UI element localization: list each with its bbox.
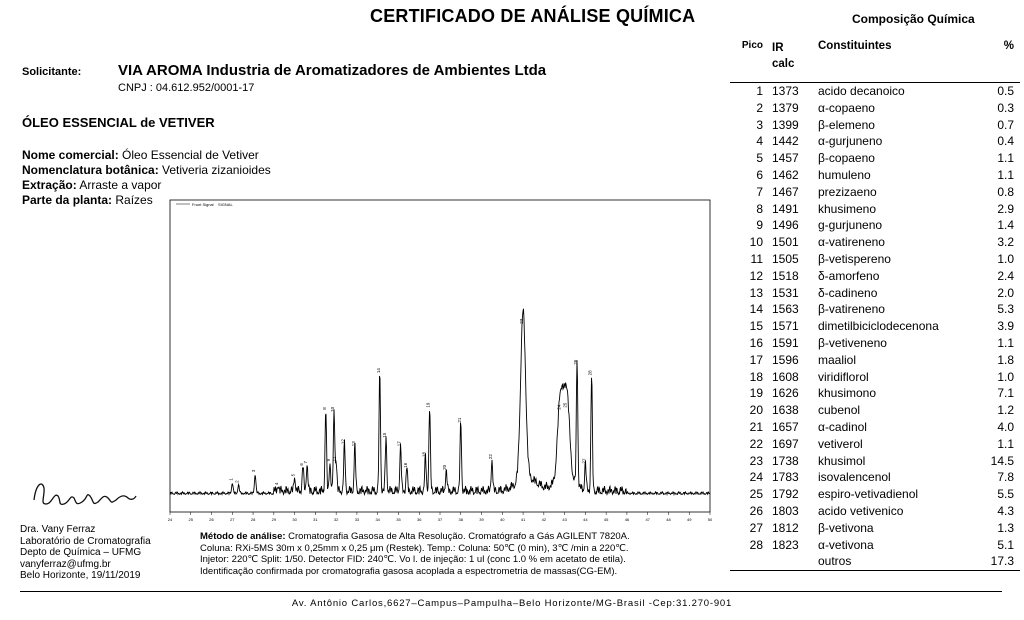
cell-ir: 1496 xyxy=(772,218,799,233)
x-tick-label: 36 xyxy=(417,517,422,522)
cell-pico: 28 xyxy=(749,537,763,552)
cell-percent: 2.9 xyxy=(997,201,1014,216)
info-row-extraction xyxy=(22,178,271,193)
cell-constituent: viridiflorol xyxy=(818,369,869,384)
x-tick-label: 49 xyxy=(687,517,692,522)
peak-label: 1 xyxy=(228,478,234,481)
col-header-constituents: Constituintes xyxy=(818,40,892,52)
peak-label: 12 xyxy=(340,439,346,445)
peak-label: 15 xyxy=(382,432,387,438)
x-tick-label: 30 xyxy=(292,517,297,522)
cell-ir: 1563 xyxy=(772,302,799,317)
cell-percent: 0.4 xyxy=(997,134,1014,149)
method-line-1: Cromatografia Gasosa de Alta Resolução. Cromatógrafo a Gás AGILENT 7820A. xyxy=(285,531,630,542)
info-label: Parte da planta: xyxy=(22,193,113,207)
client-name: VIA AROMA Industria de Aromatizadores de Ambientes Ltda xyxy=(118,62,547,79)
cell-ir: 1491 xyxy=(772,201,799,216)
cell-percent: 0.5 xyxy=(997,84,1014,98)
cell-percent: 5.1 xyxy=(997,537,1014,552)
peak-label: 28 xyxy=(587,370,593,376)
cell-pico: 21 xyxy=(749,419,763,434)
cell-ir: 1531 xyxy=(772,285,799,300)
cell-pico: 5 xyxy=(756,151,763,166)
cell-percent: 1.3 xyxy=(997,520,1014,535)
cell-ir: 1591 xyxy=(772,335,799,350)
cell-ir: 1608 xyxy=(772,369,799,384)
cell-percent: 5.5 xyxy=(997,487,1014,502)
cell-ir: 1803 xyxy=(772,503,799,518)
peak-label: 8 xyxy=(321,407,327,410)
x-tick-label: 28 xyxy=(250,517,256,522)
cell-constituent: khusimono xyxy=(818,386,877,401)
peak-label: 3 xyxy=(251,469,257,473)
composition-title: Composição Química xyxy=(852,12,975,26)
footer-address: Av. Antônio Carlos,6627–Campus–Pampulha–Belo Horizonte/MG-Brasil -Cep:31.270-901 xyxy=(291,598,733,609)
cell-pico: 7 xyxy=(756,184,763,199)
table-row xyxy=(730,301,1020,318)
table-row xyxy=(730,486,1020,503)
x-tick-label: 41 xyxy=(520,517,526,522)
peak-label: 23 xyxy=(519,318,525,324)
cell-ir: 1462 xyxy=(772,167,799,182)
cell-constituent: α-vatireneno xyxy=(818,235,885,250)
cell-constituent: vetiverol xyxy=(818,436,863,451)
cell-constituent: α-cadinol xyxy=(818,419,867,434)
table-row xyxy=(730,83,1020,100)
legend-entry-front: Front Signal xyxy=(192,202,214,207)
cell-ir: 1626 xyxy=(772,386,799,401)
table-row xyxy=(730,150,1020,167)
legend-entry-signal: SIGNAL xyxy=(218,202,233,207)
table-row xyxy=(730,537,1020,554)
cell-percent: 14.5 xyxy=(990,453,1014,468)
peak-label: 5 xyxy=(290,473,296,477)
cell-pico: 25 xyxy=(749,487,763,502)
signatory-dept: Depto de Química – UFMG xyxy=(20,547,142,558)
cell-pico: 3 xyxy=(756,117,763,132)
cell-percent: 0.7 xyxy=(997,117,1014,132)
cell-percent: 2.0 xyxy=(997,285,1014,300)
cell-ir: 1379 xyxy=(772,100,799,115)
cell-constituent: β-copaeno xyxy=(818,151,875,166)
cell-pico: 8 xyxy=(756,201,763,216)
plot-frame xyxy=(170,200,710,512)
cell-ir: 1467 xyxy=(772,184,799,199)
x-tick-label: 35 xyxy=(396,517,401,522)
cell-ir: 1657 xyxy=(772,419,799,434)
cell-pico: 20 xyxy=(749,403,763,418)
x-tick-label: 42 xyxy=(541,517,547,522)
table-row xyxy=(730,285,1020,302)
cell-constituent: β-vetiveneno xyxy=(818,335,887,350)
x-tick-label: 37 xyxy=(437,517,443,522)
peak-label: 22 xyxy=(487,454,493,460)
certificate-title: CERTIFICADO DE ANÁLISE QUÍMICA xyxy=(370,6,696,26)
cell-constituent: humuleno xyxy=(818,167,871,182)
cell-percent: 1.1 xyxy=(997,335,1014,350)
cell-pico: 18 xyxy=(749,369,763,384)
cell-percent: 4.3 xyxy=(997,503,1014,518)
peak-label: 21 xyxy=(456,417,462,423)
cell-percent: 1.1 xyxy=(997,151,1014,166)
cell-constituent: isovalencenol xyxy=(818,470,891,485)
cell-ir: 1783 xyxy=(772,470,799,485)
table-row xyxy=(730,201,1020,218)
table-row xyxy=(730,520,1020,537)
x-tick-label: 46 xyxy=(624,517,630,522)
x-tick-label: 29 xyxy=(271,517,277,522)
method-label: Método de análise: xyxy=(200,531,286,542)
table-row-others xyxy=(730,553,1020,570)
chromatogram-trace xyxy=(170,309,710,495)
x-tick-label: 39 xyxy=(479,517,484,522)
cell-pico: 13 xyxy=(749,285,763,300)
table-header-row xyxy=(730,40,1020,83)
cell-pico: 15 xyxy=(749,319,763,334)
cell-constituent: khusimeno xyxy=(818,201,877,216)
table-row xyxy=(730,419,1020,436)
cell-constituent: α-copaeno xyxy=(818,100,875,115)
client-label: Solicitante: xyxy=(22,66,82,78)
cell-pico: 11 xyxy=(750,251,763,266)
cell-ir: 1518 xyxy=(772,268,799,283)
info-label: Extração: xyxy=(22,178,77,192)
cell-percent: 7.8 xyxy=(997,470,1014,485)
cell-ir: 1697 xyxy=(772,436,799,451)
peak-label: 17 xyxy=(396,441,402,447)
table-row xyxy=(730,251,1020,268)
cell-pico: 14 xyxy=(749,302,763,317)
cell-percent: 7.1 xyxy=(997,386,1014,401)
cell-constituent: α-gurjuneno xyxy=(818,134,883,149)
cell-percent: 0.3 xyxy=(997,100,1014,115)
x-tick-label: 31 xyxy=(313,517,318,522)
x-tick-label: 45 xyxy=(603,517,609,522)
cell-ir: 1738 xyxy=(772,453,799,468)
signatory-email: vanyferraz@ufmg.br xyxy=(20,558,111,570)
cell-pico: 19 xyxy=(749,386,763,401)
cell-ir: 1638 xyxy=(772,403,799,418)
composition-table xyxy=(730,40,1020,571)
x-tick-label: 34 xyxy=(375,517,380,522)
peak-label: 26 xyxy=(573,359,579,365)
cell-percent: 1.0 xyxy=(997,251,1014,266)
cell-percent: 3.2 xyxy=(997,235,1014,250)
cell-ir: 1505 xyxy=(772,251,799,266)
peak-label: 4 xyxy=(274,482,279,485)
cell-ir: 1823 xyxy=(772,537,799,552)
table-row xyxy=(730,133,1020,150)
peak-label: 7 xyxy=(303,460,309,464)
cell-percent: 0.8 xyxy=(997,184,1014,199)
cell-pico: 10 xyxy=(749,235,763,250)
x-tick-label: 50 xyxy=(707,517,713,522)
cell-percent: 5.3 xyxy=(997,302,1014,317)
cell-percent: 4.0 xyxy=(997,419,1014,434)
cell-pico-empty xyxy=(730,553,769,570)
peak-label: 9 xyxy=(325,458,331,462)
col-header-ir xyxy=(769,40,815,83)
cell-pico: 22 xyxy=(749,436,763,451)
peak-label: 6 xyxy=(298,463,304,466)
cell-ir: 1501 xyxy=(772,235,799,250)
col-header-ir-line1: IR xyxy=(772,42,784,54)
cell-constituent: δ-amorfeno xyxy=(818,268,880,283)
client-cnpj: CNPJ : 04.612.952/0001-17 xyxy=(118,82,255,94)
cell-pico: 12 xyxy=(749,268,763,283)
cell-constituent: acido vetivenico xyxy=(818,503,904,518)
info-value: Arraste a vapor xyxy=(76,178,162,192)
cell-constituent: β-vetivona xyxy=(818,520,874,535)
cell-ir: 1792 xyxy=(772,487,799,502)
cell-pico: 4 xyxy=(756,134,763,149)
table-row xyxy=(730,234,1020,251)
table-row xyxy=(730,503,1020,520)
cell-percent: 1.8 xyxy=(997,352,1014,367)
peak-label: 20 xyxy=(442,464,448,470)
cell-ir: 1442 xyxy=(772,134,799,149)
cell-percent: 2.4 xyxy=(997,268,1014,283)
info-row-botanical-name xyxy=(22,163,271,178)
cell-ir: 1812 xyxy=(772,520,799,535)
peak-label: 11 xyxy=(332,456,338,462)
cell-ir: 1373 xyxy=(772,84,799,98)
signature-image xyxy=(30,474,140,514)
cell-pico: 17 xyxy=(749,352,763,367)
info-label: Nome comercial: xyxy=(22,148,119,162)
peak-label: 18 xyxy=(421,452,427,458)
col-header-ir-line2: calc xyxy=(772,58,795,70)
peak-label: 13 xyxy=(350,441,356,447)
table-row xyxy=(730,453,1020,470)
peak-label: 14 xyxy=(375,368,381,374)
table-row xyxy=(730,117,1020,134)
signatory-lab: Laboratório de Cromatografia xyxy=(20,535,151,547)
cell-pico: 27 xyxy=(749,520,763,535)
table-row xyxy=(730,268,1020,285)
table-row xyxy=(730,436,1020,453)
cell-ir: 1457 xyxy=(772,151,799,166)
peak-label: 24 xyxy=(556,404,562,410)
cell-ir: 1399 xyxy=(772,117,799,132)
cell-ir-empty xyxy=(769,553,815,570)
method-line-4: Identificação confirmada por cromatografia gasosa acoplada a espectrometria de massas(CG-EM). xyxy=(200,565,618,577)
info-label: Nomenclatura botânica: xyxy=(22,163,159,177)
peak-label: 19 xyxy=(425,402,431,408)
x-tick-label: 25 xyxy=(188,517,193,522)
cell-constituent: prezizaeno xyxy=(818,184,877,199)
cell-constituent: dimetilbiciclodecenona xyxy=(818,319,939,334)
table-row xyxy=(730,402,1020,419)
x-tick-label: 38 xyxy=(458,517,463,522)
cell-constituent: acido decanoico xyxy=(818,84,905,98)
footer-divider xyxy=(20,591,1002,592)
table-row xyxy=(730,469,1020,486)
cell-pico: 9 xyxy=(756,218,763,233)
method-line-2: Coluna: RXi-5MS 30m x 0,25mm x 0,25 μm (Restek). Temp.: Coluna: 50℃ (0 min), 3℃ /min a 220℃. xyxy=(200,542,629,554)
x-tick-label: 33 xyxy=(354,517,360,522)
info-value: Óleo Essencial de Vetiver xyxy=(118,148,259,162)
method-block xyxy=(200,531,720,577)
cell-ir: 1571 xyxy=(772,319,799,334)
cell-constituent: khusimol xyxy=(818,453,866,468)
table-row xyxy=(730,335,1020,352)
cell-constituent: β-vetispereno xyxy=(818,251,891,266)
x-tick-label: 47 xyxy=(645,517,650,522)
cell-percent: 1.1 xyxy=(997,436,1014,451)
product-title: ÓLEO ESSENCIAL de VETIVER xyxy=(22,115,215,130)
cell-others-label: outros xyxy=(815,553,971,570)
cell-others-percent: 17.3 xyxy=(971,553,1020,570)
table-row xyxy=(730,100,1020,117)
peak-label: 2 xyxy=(234,480,240,483)
cell-constituent: δ-cadineno xyxy=(818,285,878,300)
cell-percent: 3.9 xyxy=(997,319,1014,334)
x-tick-label: 48 xyxy=(666,517,671,522)
cell-pico: 6 xyxy=(756,167,763,182)
signatory-date: Belo Horizonte, 19/11/2019 xyxy=(20,570,141,581)
signatory-block xyxy=(20,524,151,582)
cell-constituent: maaliol xyxy=(818,352,857,367)
info-value: Vetiveria zizanioides xyxy=(158,163,271,177)
cell-ir: 1596 xyxy=(772,352,799,367)
cell-pico: 23 xyxy=(749,453,763,468)
x-tick-label: 44 xyxy=(583,517,588,522)
table-row xyxy=(730,385,1020,402)
cell-constituent: cubenol xyxy=(818,403,861,418)
x-tick-label: 40 xyxy=(500,517,505,522)
info-row-commercial-name xyxy=(22,148,271,163)
table-row xyxy=(730,167,1020,184)
peak-label: 16 xyxy=(402,462,408,468)
peak-label: 27 xyxy=(581,458,587,464)
table-row xyxy=(730,318,1020,335)
x-tick-label: 26 xyxy=(209,517,214,522)
cell-percent: 1.0 xyxy=(997,369,1014,384)
info-value: Raízes xyxy=(112,193,153,207)
col-header-percent: % xyxy=(1003,40,1014,52)
cell-constituent: g-gurjuneno xyxy=(818,218,883,233)
cell-pico: 26 xyxy=(749,503,763,518)
x-tick-label: 24 xyxy=(167,517,173,522)
cell-percent: 1.2 xyxy=(997,403,1014,418)
chart-legend xyxy=(176,202,233,207)
peak-label: 25 xyxy=(562,402,568,408)
cell-percent: 1.1 xyxy=(997,167,1014,182)
cell-pico: 1 xyxy=(756,84,763,98)
chromatogram-chart xyxy=(150,192,720,527)
col-header-pico: Pico xyxy=(741,40,763,51)
x-tick-label: 27 xyxy=(230,517,235,522)
cell-constituent: β-vatireneno xyxy=(818,302,885,317)
cell-constituent: β-elemeno xyxy=(818,117,875,132)
table-row xyxy=(730,184,1020,201)
cell-pico: 2 xyxy=(756,100,763,115)
x-tick-label: 43 xyxy=(562,517,567,522)
table-row xyxy=(730,217,1020,234)
x-tick-label: 32 xyxy=(333,517,339,522)
signatory-name: Dra. Vany Ferraz xyxy=(20,524,96,535)
cell-constituent: α-vetivona xyxy=(818,537,874,552)
table-row xyxy=(730,352,1020,369)
method-line-3: Injetor: 220℃ Split: 1/50. Detector FID: 240℃. Vo l. de injeção: 1 ul (conc 1.0 % em acetato de etila). xyxy=(200,554,626,566)
table-row xyxy=(730,369,1020,386)
cell-pico: 24 xyxy=(749,470,763,485)
cell-percent: 1.4 xyxy=(997,218,1014,233)
cell-pico: 16 xyxy=(749,335,763,350)
peak-label: 10 xyxy=(330,406,336,412)
cell-constituent: espiro-vetivadienol xyxy=(818,487,919,502)
